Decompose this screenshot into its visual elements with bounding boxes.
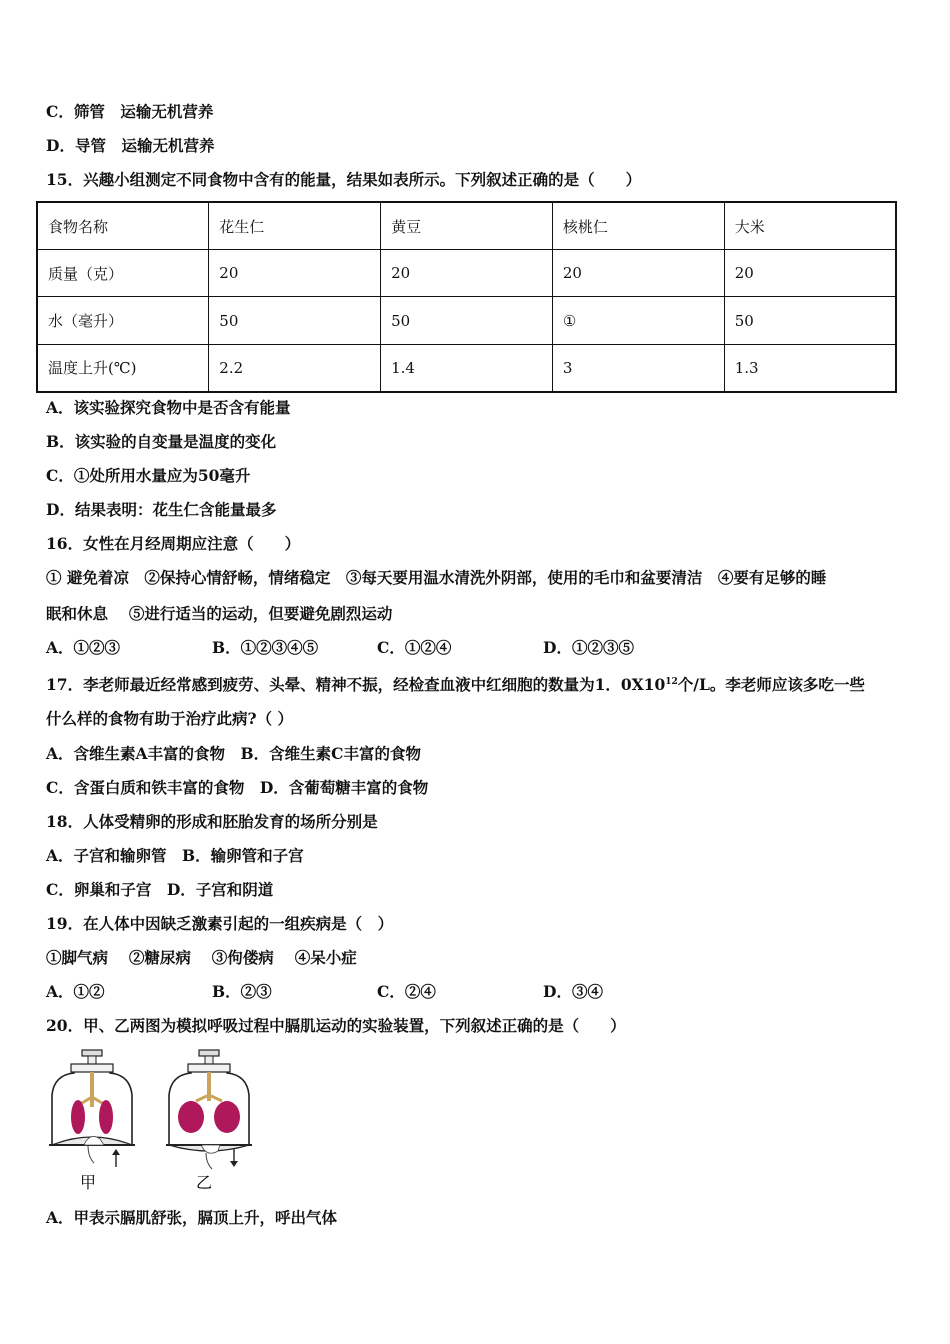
table-cell: 50 <box>381 297 553 344</box>
q16-statement-line-2: 眠和休息 ⑤进行适当的运动，但要避免剧烈运动 <box>46 604 393 623</box>
table-cell: 大米 <box>724 202 896 250</box>
q16-option-c: C．①②④ <box>377 638 452 657</box>
lung-right <box>214 1101 240 1133</box>
table-cell: 质量（克） <box>37 250 209 297</box>
q15-option-d: D．结果表明：花生仁含能量最多 <box>46 500 277 519</box>
table-cell: 2.2 <box>209 344 381 392</box>
q17-stem-part-2: 个/L。李老师应该多吃一些 <box>677 675 865 695</box>
food-energy-table <box>36 201 897 393</box>
table-cell: 50 <box>724 297 896 344</box>
q18-options-ab: A．子宫和输卵管 B．输卵管和子宫 <box>46 846 304 865</box>
q16-statement-line-1: ① 避免着凉 ②保持心情舒畅，情绪稳定 ③每天要用温水清洗外阴部，使用的毛巾和盆要清洁 ④要有足够的睡 <box>46 568 827 587</box>
q18-stem: 18．人体受精卵的形成和胚胎发育的场所分别是 <box>46 812 378 831</box>
table-cell: 水（毫升） <box>37 297 209 344</box>
lung-left <box>71 1100 85 1134</box>
table-cell: 3 <box>552 344 724 392</box>
q17-stem-line-2: 什么样的食物有助于治疗此病?（ ） <box>46 709 293 728</box>
table-row <box>37 297 896 344</box>
q19-stem: 19．在人体中因缺乏激素引起的一组疾病是（ ） <box>46 914 394 933</box>
table-row <box>37 250 896 297</box>
q16-option-d: D．①②③⑤ <box>543 638 634 657</box>
lung-left <box>178 1101 204 1133</box>
q17-stem-part-1: 17．李老师最近经常感到疲劳、头晕、精神不振，经检查血液中红细胞的数量为1．0X10 <box>46 675 666 695</box>
q17-stem <box>46 672 865 695</box>
q16-stem: 16．女性在月经周期应注意（ ） <box>46 534 301 553</box>
table-cell: 花生仁 <box>209 202 381 250</box>
jar-jia <box>49 1050 135 1167</box>
table-row <box>37 344 896 392</box>
table-header-row <box>37 202 896 250</box>
jar-yi <box>166 1050 252 1169</box>
hand-icon <box>202 1145 220 1153</box>
table-cell: 温度上升(℃) <box>37 344 209 392</box>
table-cell: 食物名称 <box>37 202 209 250</box>
q15-option-a: A．该实验探究食物中是否含有能量 <box>46 398 291 417</box>
q20-option-a: A．甲表示膈肌舒张，膈顶上升，呼出气体 <box>46 1208 338 1227</box>
q20-stem: 20．甲、乙两图为模拟呼吸过程中膈肌运动的实验装置，下列叙述正确的是（ ） <box>46 1016 626 1035</box>
table-cell: 1.4 <box>381 344 553 392</box>
q17-exponent: 12 <box>665 677 678 687</box>
q15-option-c: C．①处所用水量应为50毫升 <box>46 466 251 485</box>
q19-option-d: D．③④ <box>543 982 603 1001</box>
table-cell: 20 <box>381 250 553 297</box>
q19-items: ①脚气病 ②糖尿病 ③佝偻病 ④呆小症 <box>46 948 357 967</box>
q17-options-ab: A．含维生素A丰富的食物 B．含维生素C丰富的食物 <box>46 744 421 763</box>
q19-option-c: C．②④ <box>377 982 436 1001</box>
q15-option-b: B．该实验的自变量是温度的变化 <box>46 432 277 451</box>
table-cell: 20 <box>552 250 724 297</box>
table-cell: ① <box>552 297 724 344</box>
table-cell: 20 <box>209 250 381 297</box>
table-cell: 黄豆 <box>381 202 553 250</box>
table-cell: 50 <box>209 297 381 344</box>
q14-option-c: C．筛管 运输无机营养 <box>46 102 214 121</box>
q17-options-cd: C．含蛋白质和铁丰富的食物 D．含葡萄糖丰富的食物 <box>46 778 429 797</box>
q19-option-b: B．②③ <box>212 982 272 1001</box>
table-cell: 20 <box>724 250 896 297</box>
diaphragm-model-figure <box>44 1045 264 1195</box>
q16-option-a: A．①②③ <box>46 638 121 657</box>
q15-stem: 15．兴趣小组测定不同食物中含有的能量，结果如表所示。下列叙述正确的是（ ） <box>46 170 642 189</box>
figure-label-yi: 乙 <box>196 1173 213 1192</box>
q18-options-cd: C．卵巢和子宫 D．子宫和阴道 <box>46 880 274 899</box>
q19-option-a: A．①② <box>46 982 105 1001</box>
figure-label-jia: 甲 <box>80 1173 97 1192</box>
lung-right <box>99 1100 113 1134</box>
table-cell: 1.3 <box>724 344 896 392</box>
q16-option-b: B．①②③④⑤ <box>212 638 319 657</box>
q14-option-d: D．导管 运输无机营养 <box>46 136 215 155</box>
table-cell: 核桃仁 <box>552 202 724 250</box>
